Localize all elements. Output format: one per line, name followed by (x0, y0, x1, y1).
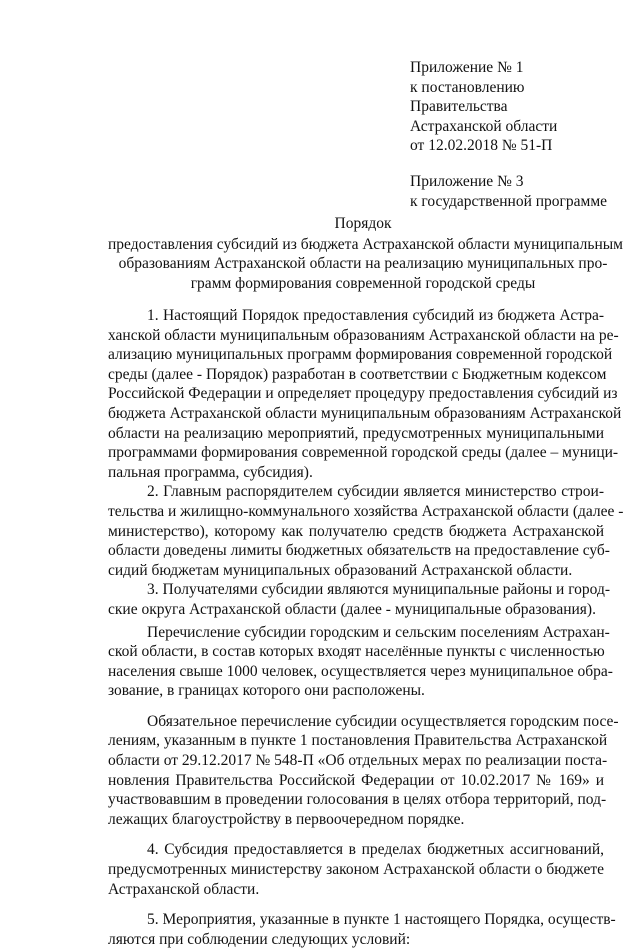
text-line: лениям, указанным в пункте 1 постановления Правительства Астраханской (108, 732, 608, 750)
text-line: 2. Главным распорядителем субсидии является министерство строи- (147, 483, 604, 501)
paragraph-2 (108, 482, 624, 580)
text-line: ализацию муниципальных программ формирования современной городской (108, 346, 613, 364)
text-line: ские округа Астраханской области (далее - муниципальные образования). (108, 600, 596, 618)
text-line: лежащих благоустройству в первоочередном порядке. (108, 810, 465, 828)
text-line: Астраханской области. (108, 880, 260, 898)
appendix-1-line: Правительства (410, 98, 508, 116)
appendix-1-line: Приложение № 1 (410, 59, 524, 76)
paragraph-spacer (108, 829, 604, 840)
paragraph-3-mandatory (108, 712, 619, 830)
appendix-1-header (410, 58, 630, 156)
document-body (108, 306, 624, 949)
paragraph-3-transfer (108, 623, 613, 701)
appendix-1-line: к постановлению (410, 78, 525, 96)
text-line: ской области, в состав которых входят населённые пункты с численностью (108, 643, 605, 661)
text-line: министерство), которому как получателю средств бюджета Астраханской (108, 522, 604, 540)
paragraph-1 (108, 306, 622, 482)
text-line: среды (далее - Порядок) разработан в соответствии с Бюджетным кодексом (108, 365, 607, 383)
document-subtitle-line: образованиям Астраханской области на реализацию муниципальных про- (118, 255, 608, 273)
text-line: Перечисление субсидии городским и сельским поселениям Астрахан- (147, 623, 610, 641)
text-line: предусмотренных министерству законом Астраханской области о бюджете (108, 861, 604, 879)
text-line: бюджета Астраханской области муниципальным образованиям Астраханской (108, 404, 622, 422)
text-line: ханской области муниципальным образованиям Астраханской области на ре- (108, 326, 619, 344)
appendix-3-line: Приложение № 3 (410, 173, 524, 190)
text-line: 1. Настоящий Порядок предоставления субсидий из бюджета Астра- (147, 307, 604, 324)
paragraph-4 (108, 840, 604, 899)
text-line: пальная программа, субсидия). (108, 463, 313, 481)
text-line: 5. Мероприятия, указанные в пункте 1 настоящего Порядка, осуществ- (147, 911, 616, 929)
text-line: области на реализацию мероприятий, предусмотренных муниципальными (108, 424, 604, 442)
paragraph-5 (108, 910, 616, 949)
document-title-block (108, 214, 623, 293)
paragraph-3 (108, 580, 611, 619)
text-line: 4. Субсидия предоставляется в пределах бюджетных ассигнований, (147, 841, 604, 859)
document-title: Порядок (334, 215, 392, 232)
text-line: программами формирования современной городской среды (далее – муници- (108, 444, 619, 462)
text-line: области доведены лимиты бюджетных обязательств на предоставление суб- (108, 542, 610, 560)
text-line: 3. Получателями субсидии являются муниципальные районы и город- (147, 581, 611, 599)
text-line: зование, в границах которого они расположены. (108, 682, 425, 700)
text-line: Российской Федерации и определяет процедуру предоставления субсидий из (108, 385, 618, 403)
text-line: участвовавшим в проведении голосования в целях отбора территорий, под- (108, 791, 607, 809)
text-line: ляются при соблюдении следующих условий: (108, 930, 411, 948)
text-line: тельства и жилищно-коммунального хозяйства Астраханской области (далее - (108, 502, 624, 520)
document-subtitle-line: предоставления субсидий из бюджета Астраханской области муниципальным (108, 235, 623, 253)
appendix-1-line: от 12.02.2018 № 51-П (410, 137, 553, 155)
document-subtitle-line: грамм формирования современной городской среды (190, 274, 536, 292)
text-line: области от 29.12.2017 № 548-П «Об отдельных мерах по реализации поста- (108, 752, 608, 770)
appendix-3-line: к государственной программе (410, 192, 608, 210)
paragraph-spacer (108, 701, 604, 712)
text-line: новления Правительства Российской Федерации от 10.02.2017 № 169» и (108, 771, 604, 789)
appendix-1-line: Астраханской области (410, 117, 558, 135)
appendix-3-header (410, 172, 630, 211)
text-line: Обязательное перечисление субсидии осуществляется городским посе- (147, 712, 619, 730)
text-line: населения свыше 1000 человек, осуществляется через муниципальное обра- (108, 662, 613, 680)
text-line: сидий бюджетам муниципальных образований Астраханской области. (108, 561, 573, 579)
